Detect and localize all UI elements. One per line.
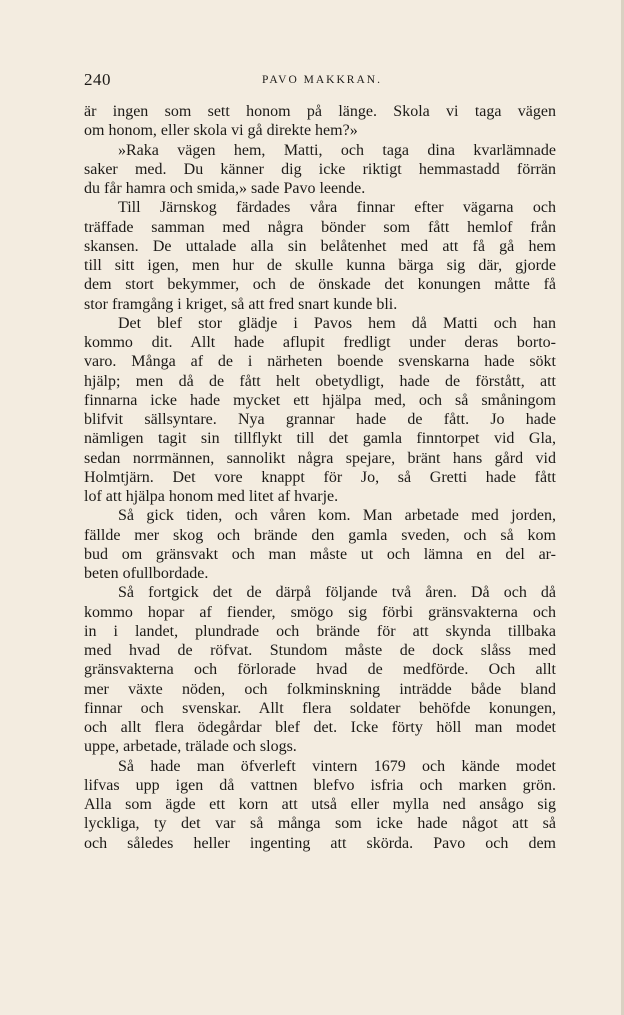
text-line: gränsvakterna och förlorade hvad de medförde. Och allt <box>84 661 556 679</box>
text-line: »Raka vägen hem, Matti, och taga dina kvarlämnade <box>118 141 556 159</box>
text-line: skansen. De uttalade alla sin belåtenhet med att få gå hem <box>84 237 556 255</box>
text-line: Till Järnskog färdades våra finnar efter vägarna och <box>118 199 556 217</box>
text-line: in i landet, plundrade och brände för att skynda tillbaka <box>84 622 556 640</box>
text-line: varo. Många af de i närheten boende svenskarna hade sökt <box>84 353 556 371</box>
text-line: lyckliga, ty det var så många som icke hade något att så <box>84 815 556 833</box>
text-line: du får hamra och smida,» sade Pavo leende. <box>84 180 366 197</box>
text-line: kommo dit. Allt hade aflupit fredligt under deras borto- <box>84 334 556 351</box>
text-line: sedan norrmännen, sannolikt några spejare, bränt hans gård vid <box>84 449 556 467</box>
text-line: uppe, arbetade, trälade och slogs. <box>84 738 297 756</box>
text-line: om honom, eller skola vi gå direkte hem?» <box>84 122 358 140</box>
text-line: Så hade man öfverleft vintern 1679 och kände modet <box>118 757 556 775</box>
text-line: Det blef stor glädje i Pavos hem då Matti och han <box>118 314 556 332</box>
text-line: lifvas upp igen då vattnen blefvo isfria och marken grön. <box>84 776 556 794</box>
text-line: beten ofullbordade. <box>84 565 209 582</box>
text-line: mer växte nöden, och folkminskning inträdde både bland <box>84 680 556 698</box>
text-line: Så fortgick det de därpå följande två åren. Då och då <box>118 584 556 602</box>
text-line: nämligen tagit sin tillflykt till det gamla finntorpet vid Gla, <box>84 430 556 448</box>
text-line: hjälp; men då de fått helt obetydligt, hade de förstått, att <box>84 372 556 390</box>
text-line: och allt flera ödegårdar blef det. Icke förty höll man modet <box>84 719 556 736</box>
running-head: PAVO MAKKRAN. <box>262 74 382 86</box>
text-line: bud om gränsvakt och man måste ut och lämna en del ar- <box>84 545 556 563</box>
text-line: saker med. Du känner dig icke riktigt hemmastadd förrän <box>84 160 556 178</box>
text-line: stor framgång i kriget, så att fred snart kunde bli. <box>84 295 398 313</box>
text-line: finnar och svenskar. Allt flera soldater behöfde konungen, <box>84 699 556 717</box>
text-line: kommo hopar af fiender, smögo sig förbi gränsvakterna och <box>84 603 556 621</box>
text-line: lof att hjälpa honom med litet af hvarje. <box>84 488 339 505</box>
text-line: dem stort bekymmer, och de önskade det konungen måtte få <box>84 276 556 294</box>
text-line: träffade samman med några bönder som fått hemlof från <box>84 218 556 236</box>
text-line: Holmtjärn. Det vore knappt för Jo, så Gretti hade fått <box>84 468 556 486</box>
text-line: Alla som ägde ett korn att utså eller mylla ned ansågo sig <box>84 796 556 813</box>
text-line: finnarna icke hade mycket ett hjälpa med, och så småningom <box>84 391 556 409</box>
text-line: med hvad de röfvat. Stundom måste de dock slåss med <box>84 642 556 659</box>
text-line: till sitt igen, men hur de skulle kunna bärga sig där, gjorde <box>84 257 556 274</box>
text-line: och således heller ingenting att skörda. Pavo och dem <box>84 834 556 852</box>
body-text <box>84 102 556 853</box>
text-line: blifvit sällsyntare. Nya grannar hade de fått. Jo hade <box>84 411 556 428</box>
text-line: fällde mer skog och brände den gamla sveden, och så kom <box>84 526 556 544</box>
text-line: Så gick tiden, och våren kom. Man arbetade med jorden, <box>118 507 556 525</box>
page-number: 240 <box>84 70 111 89</box>
text-line: är ingen som sett honom på länge. Skola vi taga vägen <box>84 103 556 120</box>
